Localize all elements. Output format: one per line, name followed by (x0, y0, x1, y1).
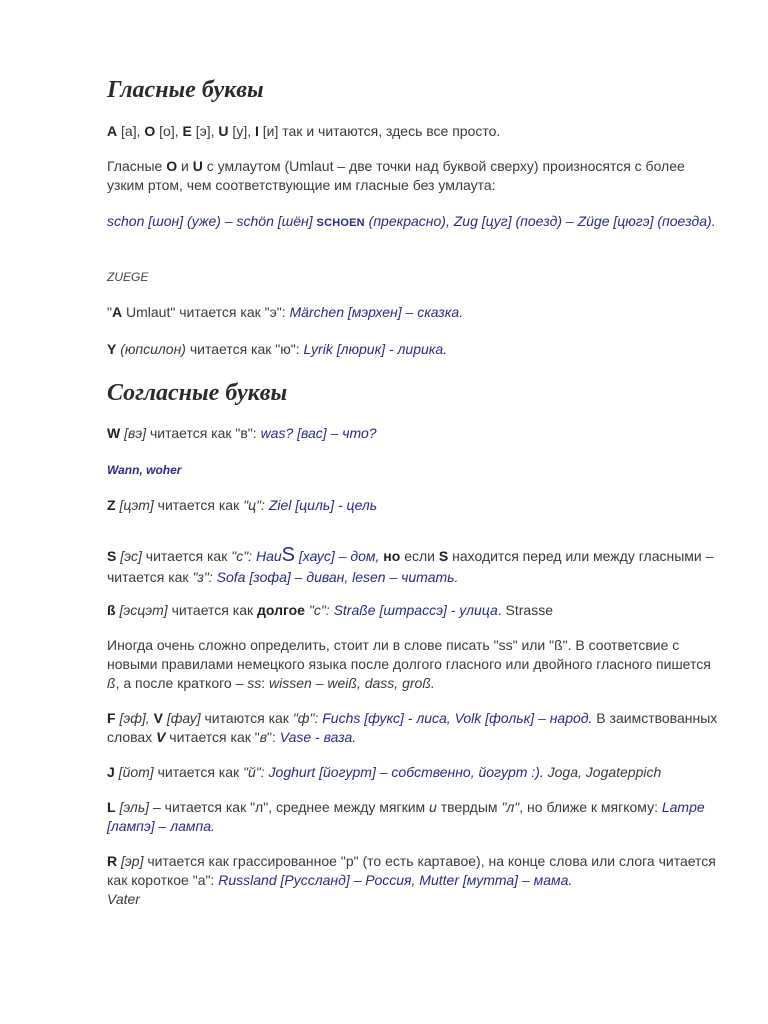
w-line: W [вэ] читается как "в": was? [вас] – что? (107, 425, 377, 441)
z-line: Z [цэт] читается как "ц": Ziel [циль] - цель (107, 497, 378, 513)
vowels-heading: Гласные буквы (107, 77, 264, 103)
vowels-line-basic: A [а], O [о], E [э], U [у], I [и] так и читаются, здесь все просто. (107, 123, 501, 139)
f-v-paragraph: F [эф], V [фау] читаются как "ф": Fuchs [фукс] - лиса, Volk [фольк] – народ. В заимствованных словах V читается как "в": Vase - ваза. (107, 710, 718, 745)
y-line: Y (юпсилон) читается как "ю": Lyrik [люрик] - лирика. (107, 341, 448, 357)
l-paragraph: L [эль] – читается как "л", среднее между мягким и твердым "л", но ближе к мягкому: Lampe [лампэ] – лампа. (107, 799, 705, 834)
j-line: J [йот] читается как "й": Joghurt [йогурт] – собственно, йогурт :). Joga, Jogateppich (107, 764, 662, 780)
umlaut-paragraph: Гласные O и U с умлаутом (Umlaut – две точки над буквой сверху) произносятся с более узким ртом, чем соответствующие им гласные без умлаута: (107, 158, 685, 193)
eszett-line: ß [эсцэт] читается как долгое "с": Straße [штрассэ] - улица. Strasse (107, 602, 554, 618)
s-paragraph: S [эс] читается как "с": HauS [хаус] – дом, но если S находится перед или между гласными – читается как "з": Sofa [зофа] – диван, lesen – читать. (107, 544, 714, 585)
consonants-heading: Согласные буквы (107, 380, 288, 406)
a-umlaut-line: "A Umlaut" читается как "э": Märchen [мэрхен] – сказка. (107, 304, 464, 320)
r-paragraph: R [эр] читается как грассированное "р" (то есть картавое), на конце слова или слога читается как короткое "а": Russland [Руссланд] – Россия, Mutter [мутта] – мама. Vater (107, 853, 716, 907)
umlaut-examples: schon [шон] (уже) – schön [шён] SCHOEN (прекрасно), Zug [цуг] (поезд) – Züge [цюгэ] (поезда). (107, 213, 716, 229)
ss-paragraph: Иногда очень сложно определить, стоит ли в слове писать "ss" или "ß". В соответсвие с новыми правилами немецкого языка после долгого гласного или двойного гласного пишется ß, а после краткого – ss: wissen – weiß, dass, groß. (107, 637, 711, 691)
wann-note: Wann, woher (107, 463, 182, 477)
zuege-note: ZUEGE (107, 270, 149, 284)
